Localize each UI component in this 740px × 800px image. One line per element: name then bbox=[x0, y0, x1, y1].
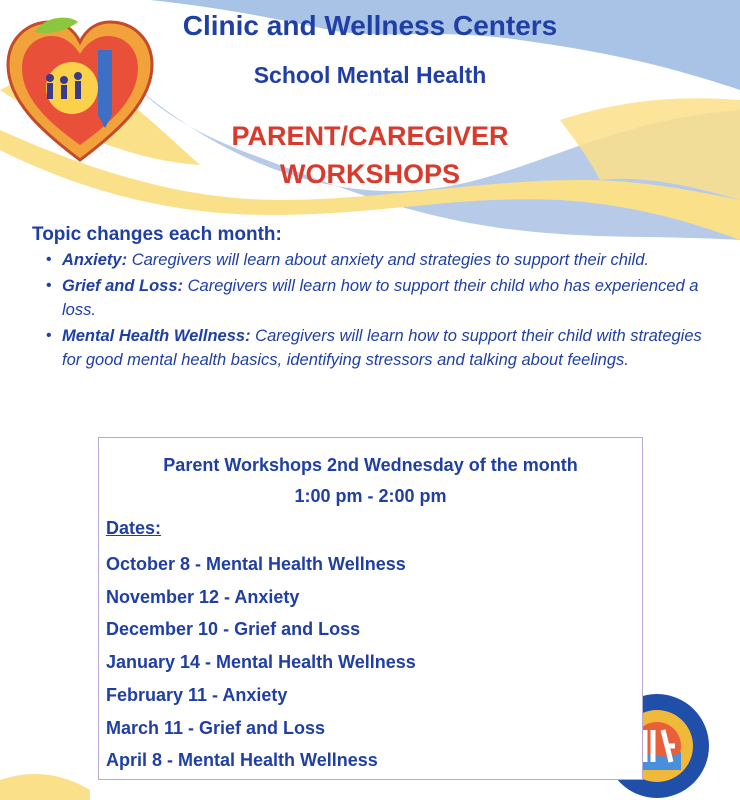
logo-sun bbox=[46, 62, 98, 114]
date-item-december: December 10 - Grief and Loss bbox=[106, 619, 361, 640]
date-item-january: January 14 - Mental Health Wellness bbox=[106, 652, 416, 673]
date-item-november: November 12 - Anxiety bbox=[106, 586, 300, 607]
logo-pencil bbox=[98, 50, 112, 128]
date-item-march: March 11 - Grief and Loss bbox=[106, 717, 326, 738]
topics-heading: Topic changes each month: bbox=[32, 224, 282, 245]
topic-title: Grief and Loss: bbox=[62, 277, 184, 295]
topic-item-mental-health-wellness bbox=[46, 324, 722, 372]
dates-label: Dates: bbox=[106, 518, 162, 538]
topic-description: Caregivers will learn how to support their child with strategies for good mental health basics, identifying stressors and talking about feelings. bbox=[62, 327, 702, 369]
topic-description: Caregivers will learn about anxiety and strategies to support their child. bbox=[127, 251, 649, 269]
workshop-schedule: Parent Workshops 2nd Wednesday of the month bbox=[163, 455, 578, 475]
topic-title: Anxiety: bbox=[62, 251, 128, 269]
topics-section bbox=[32, 224, 722, 374]
topic-list bbox=[32, 248, 722, 372]
workshop-time: 1:00 pm - 2:00 pm bbox=[294, 486, 447, 506]
logo-family-figures bbox=[46, 72, 82, 99]
page-title: Clinic and Wellness Centers bbox=[182, 10, 558, 41]
workshops-heading bbox=[150, 117, 590, 193]
bullet-icon: • bbox=[46, 251, 52, 268]
page-subtitle: School Mental Health bbox=[253, 62, 487, 88]
topic-item-grief-and-loss bbox=[46, 274, 722, 322]
date-item-october: October 8 - Mental Health Wellness bbox=[106, 554, 406, 574]
topic-title: Mental Health Wellness: bbox=[62, 327, 251, 345]
topic-description: Caregivers will learn how to support their child who has experienced a loss. bbox=[62, 277, 699, 319]
topic-item-anxiety bbox=[46, 248, 722, 272]
workshops-heading-line1: PARENT/CAREGIVER bbox=[231, 121, 509, 151]
school-mental-health-logo bbox=[0, 10, 160, 165]
date-item-february: February 11 - Anxiety bbox=[106, 684, 288, 705]
bullet-icon: • bbox=[46, 327, 52, 344]
bullet-icon: • bbox=[46, 277, 52, 294]
date-item-april: April 8 - Mental Health Wellness bbox=[106, 750, 378, 771]
workshop-schedule-box bbox=[98, 437, 643, 780]
bottom-corner-wave bbox=[0, 774, 90, 800]
workshops-heading-line2: WORKSHOPS bbox=[279, 159, 460, 189]
date-list bbox=[106, 548, 416, 777]
